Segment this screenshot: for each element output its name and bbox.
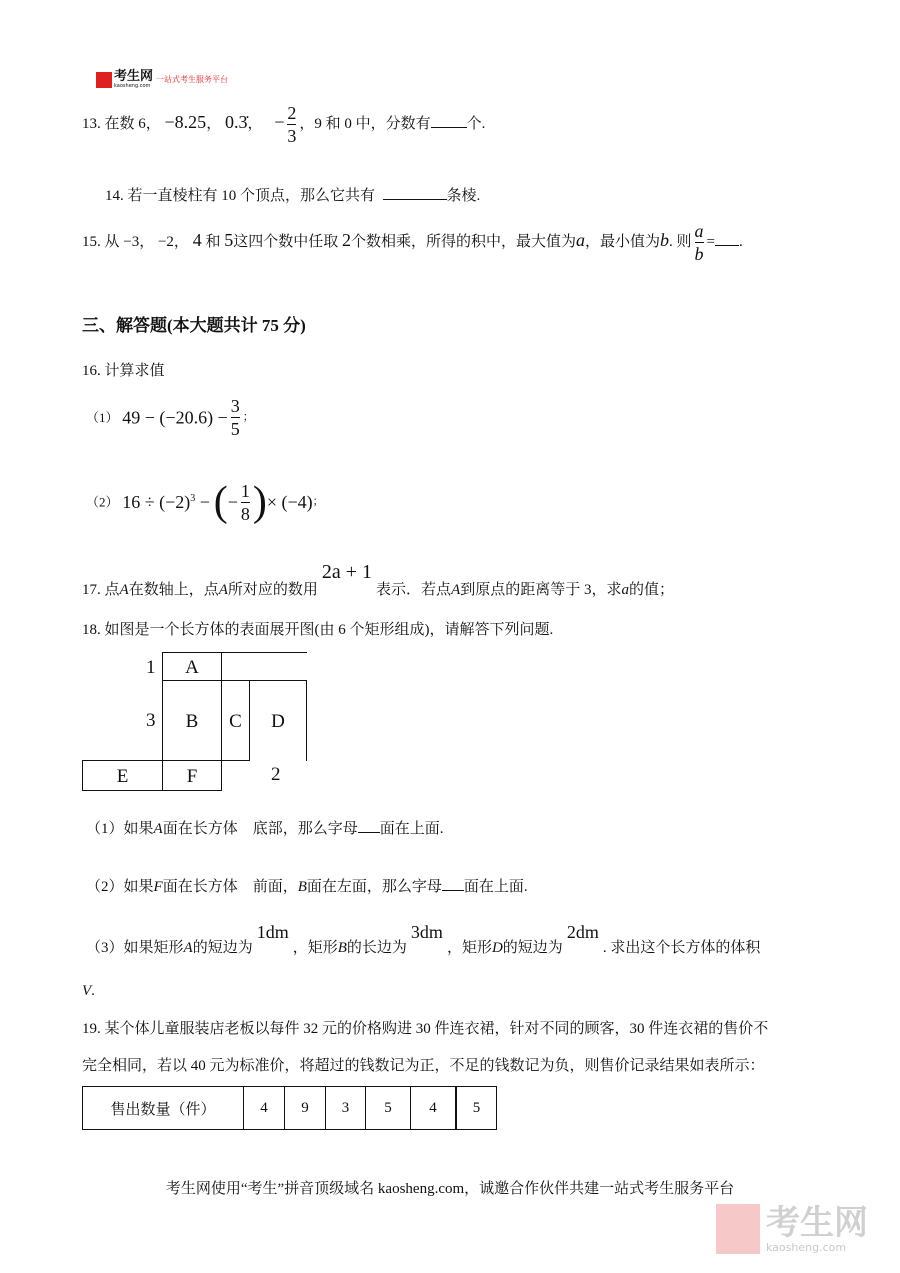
q-num: 15. <box>82 233 101 250</box>
face-b: B <box>162 680 222 761</box>
math-var: B <box>337 940 347 956</box>
table-cell: 5 <box>456 1087 497 1130</box>
q-text: 这四个数中任取 <box>233 233 339 250</box>
math: 49 − (−20.6) − <box>122 407 228 428</box>
fraction <box>287 104 296 145</box>
denominator: 5 <box>230 419 240 439</box>
paren: ) <box>252 479 267 525</box>
math-var: a <box>575 229 585 250</box>
q-num: 18. <box>82 622 101 638</box>
footer-text: 考生网使用“考生”拼音顶级域名 kaosheng.com，诚邀合作伙伴共建一站式考生服务平台 <box>165 1181 735 1197</box>
table-row <box>83 1087 497 1130</box>
math-var: A <box>183 940 193 956</box>
denominator: 3 <box>287 126 297 146</box>
dimension-value: 3dm <box>410 922 443 942</box>
question-16-part-2 <box>86 481 324 523</box>
q-text: 条棱. <box>446 188 481 204</box>
q-text: 从 −3， <box>104 233 155 250</box>
answer-blank[interactable] <box>383 187 447 200</box>
net-line <box>221 652 307 681</box>
q-text: 的短边为 <box>502 940 563 956</box>
math-var: A <box>119 582 129 598</box>
q-text: ，9 和 0 中，分数有 <box>299 115 431 132</box>
math: × (−4) <box>266 492 313 512</box>
question-17 <box>82 561 675 598</box>
q-text: 的短边为 <box>192 940 253 956</box>
q-text: ，最小值为 <box>584 233 660 250</box>
dimension-label: 1 <box>146 657 156 678</box>
q-text: 和 <box>205 233 221 250</box>
q-text: 若一直棱柱有 10 个顶点，那么它共有 <box>127 188 376 204</box>
logo-text-block <box>114 70 153 89</box>
watermark-text: 考生网 <box>766 1202 868 1243</box>
table-cell: 3 <box>326 1087 366 1130</box>
question-16-part-1 <box>86 397 254 438</box>
q-text: 的长边为 <box>346 940 407 956</box>
math-var: V <box>82 983 92 999</box>
question-16 <box>82 364 165 379</box>
question-19 <box>82 1022 768 1037</box>
answer-blank[interactable] <box>431 115 467 128</box>
fraction-bar <box>287 124 296 125</box>
q-text: = <box>706 233 715 250</box>
q-text: . <box>91 983 95 999</box>
answer-blank[interactable] <box>442 878 464 891</box>
numerator: 1 <box>240 480 250 501</box>
watermark-sub: kaosheng.com <box>766 1240 847 1254</box>
part-label: （2） <box>86 494 119 510</box>
math-exponent: 3 <box>190 493 196 504</box>
q-text: 完全相同，若以 40 元为标准价，将超过的钱数记为正，不足的钱数记为负，则售价记录结果如表所示： <box>82 1058 765 1074</box>
math-var: B <box>297 879 307 895</box>
q-text: 表示．若点 <box>376 582 452 598</box>
dimension-label: 3 <box>146 710 156 731</box>
q-num: 16. <box>82 363 101 379</box>
denominator: 8 <box>240 503 250 524</box>
q-text: 个数相乘，所得的积中，最大值为 <box>350 233 576 250</box>
q-num: 14. <box>105 188 124 204</box>
denominator: b <box>694 244 704 264</box>
numerator: 3 <box>230 396 240 416</box>
watermark-logo <box>716 1204 868 1254</box>
math-var: A <box>153 821 163 837</box>
numerator: 2 <box>287 103 297 123</box>
math-var: a <box>621 582 629 598</box>
watermark-icon <box>716 1204 760 1254</box>
math-var: A <box>451 582 461 598</box>
q-num: 13. <box>82 115 101 132</box>
header-logo <box>96 70 228 89</box>
q-num: 17. <box>82 582 101 598</box>
math: 2a + 1 <box>321 561 373 583</box>
q-text: ，矩形 <box>292 940 338 956</box>
q-text: . <box>738 233 743 250</box>
table-cell: 4 <box>244 1087 285 1130</box>
dimension-label: 2 <box>271 764 281 785</box>
question-13 <box>82 104 485 145</box>
q-text: 如图是一个长方体的表面展开图(由 6 个矩形组成)，请解答下列问题. <box>104 622 554 638</box>
q-text: 6， <box>138 115 161 132</box>
q-text: （1）如果 <box>86 821 154 837</box>
math-var: D <box>491 940 503 956</box>
q-text: 到原点的距离等于 3，求 <box>460 582 622 598</box>
watermark-text-block <box>766 1202 868 1254</box>
math: − <box>274 111 285 132</box>
math-var: F <box>153 879 163 895</box>
math-expression <box>122 492 210 512</box>
q-text: ； <box>242 411 254 423</box>
q-num: 19. <box>82 1021 101 1037</box>
q-text: 面在长方体 前面， <box>162 879 298 895</box>
fraction <box>695 222 704 263</box>
part-label: （1） <box>86 410 119 425</box>
q-text: . 则 <box>669 233 692 250</box>
q-text: 面在长方体 底部，那么字母 <box>162 821 358 837</box>
fraction-bar <box>241 502 250 503</box>
math: 2 <box>341 229 351 250</box>
math: 16 ÷ (−2) <box>122 492 191 512</box>
dimension-value: 2dm <box>566 922 599 942</box>
q-text: 在数 <box>104 115 135 132</box>
table-cell: 4 <box>411 1087 457 1130</box>
math: 0.3̇ <box>224 111 248 132</box>
math: −8.25 <box>164 111 207 132</box>
fraction <box>241 482 250 523</box>
q-text: 所对应的数用 <box>227 582 318 598</box>
q-text: 面在上面. <box>463 879 528 895</box>
q-text: ，矩形 <box>446 940 492 956</box>
section-title: 三、解答题(本大题共计 75 分) <box>82 316 306 335</box>
logo-sub: kaosheng.com <box>114 83 151 89</box>
q-text: 面在上面. <box>379 821 444 837</box>
sales-table <box>82 1086 497 1130</box>
fraction-bar <box>231 417 240 418</box>
q-text: ， <box>206 115 222 132</box>
math-var: b <box>660 229 669 250</box>
q-text: （3）如果矩形 <box>86 940 184 956</box>
face-e: E <box>82 760 163 791</box>
math: 5 <box>224 229 234 250</box>
fraction-bar <box>695 242 704 243</box>
q-text: 计算求值 <box>104 363 165 379</box>
face-c: C <box>221 680 250 761</box>
table-cell: 5 <box>366 1087 411 1130</box>
math: − <box>227 492 238 512</box>
numerator: a <box>694 221 704 241</box>
answer-blank[interactable] <box>715 233 739 246</box>
q-text: 在数轴上，点 <box>128 582 219 598</box>
question-18-part-3-end <box>82 984 95 999</box>
dimension-value: 1dm <box>256 922 289 942</box>
face-f: F <box>162 760 222 791</box>
q-text: 点 <box>104 582 120 598</box>
math-var: A <box>218 582 228 598</box>
q-text: −2， <box>157 233 189 250</box>
q-text: 的值； <box>629 582 675 598</box>
logo-text: 考生网 <box>114 69 154 84</box>
q-text: （2）如果 <box>86 879 154 895</box>
q-text: ， <box>247 115 263 132</box>
question-18-part-2 <box>86 878 528 895</box>
face-d: D <box>249 680 307 761</box>
fraction <box>231 397 240 438</box>
question-14 <box>105 187 480 204</box>
question-18-part-1 <box>86 820 443 837</box>
math: − <box>199 492 210 512</box>
question-18-part-3 <box>86 922 761 956</box>
question-18 <box>82 623 553 638</box>
logo-slogan: 一站式考生服务平台 <box>156 74 229 84</box>
math: 4 <box>192 229 202 250</box>
q-text: . 求出这个长方体的体积 <box>602 940 761 956</box>
q-text: 面在左面，那么字母 <box>306 879 442 895</box>
logo-icon <box>96 72 112 88</box>
q-text: 个. <box>466 115 486 132</box>
face-a: A <box>162 652 222 681</box>
q-text: 某个体儿童服装店老板以每件 32 元的价格购进 30 件连衣裙，针对不同的顾客，30 件连衣裙的售价不 <box>104 1021 769 1037</box>
table-cell: 9 <box>285 1087 326 1130</box>
question-15 <box>82 222 743 263</box>
q-text: ； <box>312 495 324 508</box>
answer-blank[interactable] <box>358 820 380 833</box>
table-header-cell: 售出数量（件） <box>83 1087 244 1130</box>
paren: ( <box>213 479 228 525</box>
